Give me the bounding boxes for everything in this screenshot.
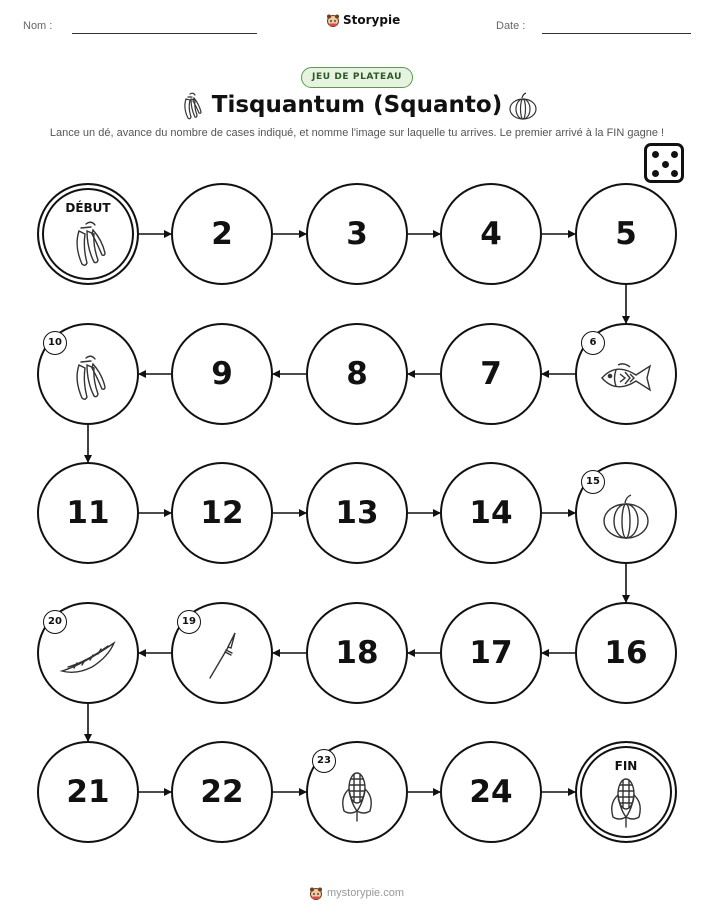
cell-number: 11: [66, 495, 110, 531]
board-cell: [306, 602, 408, 704]
storypie-logo-icon: [309, 886, 323, 900]
cell-number-badge: 6: [581, 331, 605, 355]
cell-label: DÉBUT: [65, 201, 111, 215]
game-type-badge: JEU DE PLATEAU: [301, 67, 413, 88]
footer-url: mystorypie.com: [327, 887, 405, 899]
board-cell: [575, 183, 677, 285]
cell-number: 16: [604, 635, 648, 671]
board-cell: [306, 462, 408, 564]
footer: [309, 886, 404, 900]
pumpkin-icon: [600, 493, 652, 545]
board-cell: [306, 741, 408, 843]
beans-icon: [66, 219, 110, 273]
board-cell: [171, 741, 273, 843]
board-cell: [171, 323, 273, 425]
cell-number: 13: [335, 495, 379, 531]
cell-number: 12: [200, 495, 244, 531]
cell-number: 2: [211, 216, 233, 252]
cell-number: 9: [211, 356, 233, 392]
board-cell: [440, 602, 542, 704]
cell-number-badge: 15: [581, 470, 605, 494]
cell-number: 18: [335, 635, 379, 671]
board-cell: [575, 323, 677, 425]
cell-number-badge: 20: [43, 610, 67, 634]
board-cell: [440, 741, 542, 843]
cell-number: 24: [469, 774, 513, 810]
date-label: Date :: [496, 20, 526, 32]
cell-number: 17: [469, 635, 513, 671]
cell-number: 8: [346, 356, 368, 392]
board-cell: [440, 183, 542, 285]
cell-label: FIN: [614, 759, 638, 773]
cell-number: 21: [66, 774, 110, 810]
corn-icon: [607, 775, 645, 833]
board-cell: [575, 602, 677, 704]
instructions-text: Lance un dé, avance du nombre de cases indiqué, et nomme l'image sur laquelle tu arrives. Le premier arrivé à la FIN gagne !: [49, 127, 665, 139]
cell-number-badge: 19: [177, 610, 201, 634]
cell-number: 7: [480, 356, 502, 392]
board-cell: [37, 602, 139, 704]
board-cell: [171, 602, 273, 704]
cell-number: 4: [480, 216, 502, 252]
board-cell: [171, 183, 273, 285]
board-cell: [37, 323, 139, 425]
canoe-icon: [58, 637, 118, 681]
fish-icon: [598, 361, 654, 399]
cell-number-badge: 10: [43, 331, 67, 355]
cell-number: 3: [346, 216, 368, 252]
beans-icon: [66, 353, 110, 407]
board-cell: [37, 462, 139, 564]
board-cell: [306, 323, 408, 425]
cell-number-badge: 23: [312, 749, 336, 773]
finish-cell: [575, 741, 677, 843]
name-label: Nom :: [23, 20, 53, 32]
cell-number: 5: [615, 216, 637, 252]
brand-name: Storypie: [343, 13, 401, 27]
corn-icon: [338, 769, 376, 827]
page-title: Tisquantum (Squanto): [211, 92, 503, 118]
board-cell: [575, 462, 677, 564]
cell-number: 22: [200, 774, 244, 810]
spear-icon: [202, 630, 242, 688]
board-cell: [306, 183, 408, 285]
board-cell: [440, 323, 542, 425]
board-cell: [440, 462, 542, 564]
cell-number: 14: [469, 495, 513, 531]
board-cell: [37, 741, 139, 843]
start-cell: [37, 183, 139, 285]
board-cell: [171, 462, 273, 564]
